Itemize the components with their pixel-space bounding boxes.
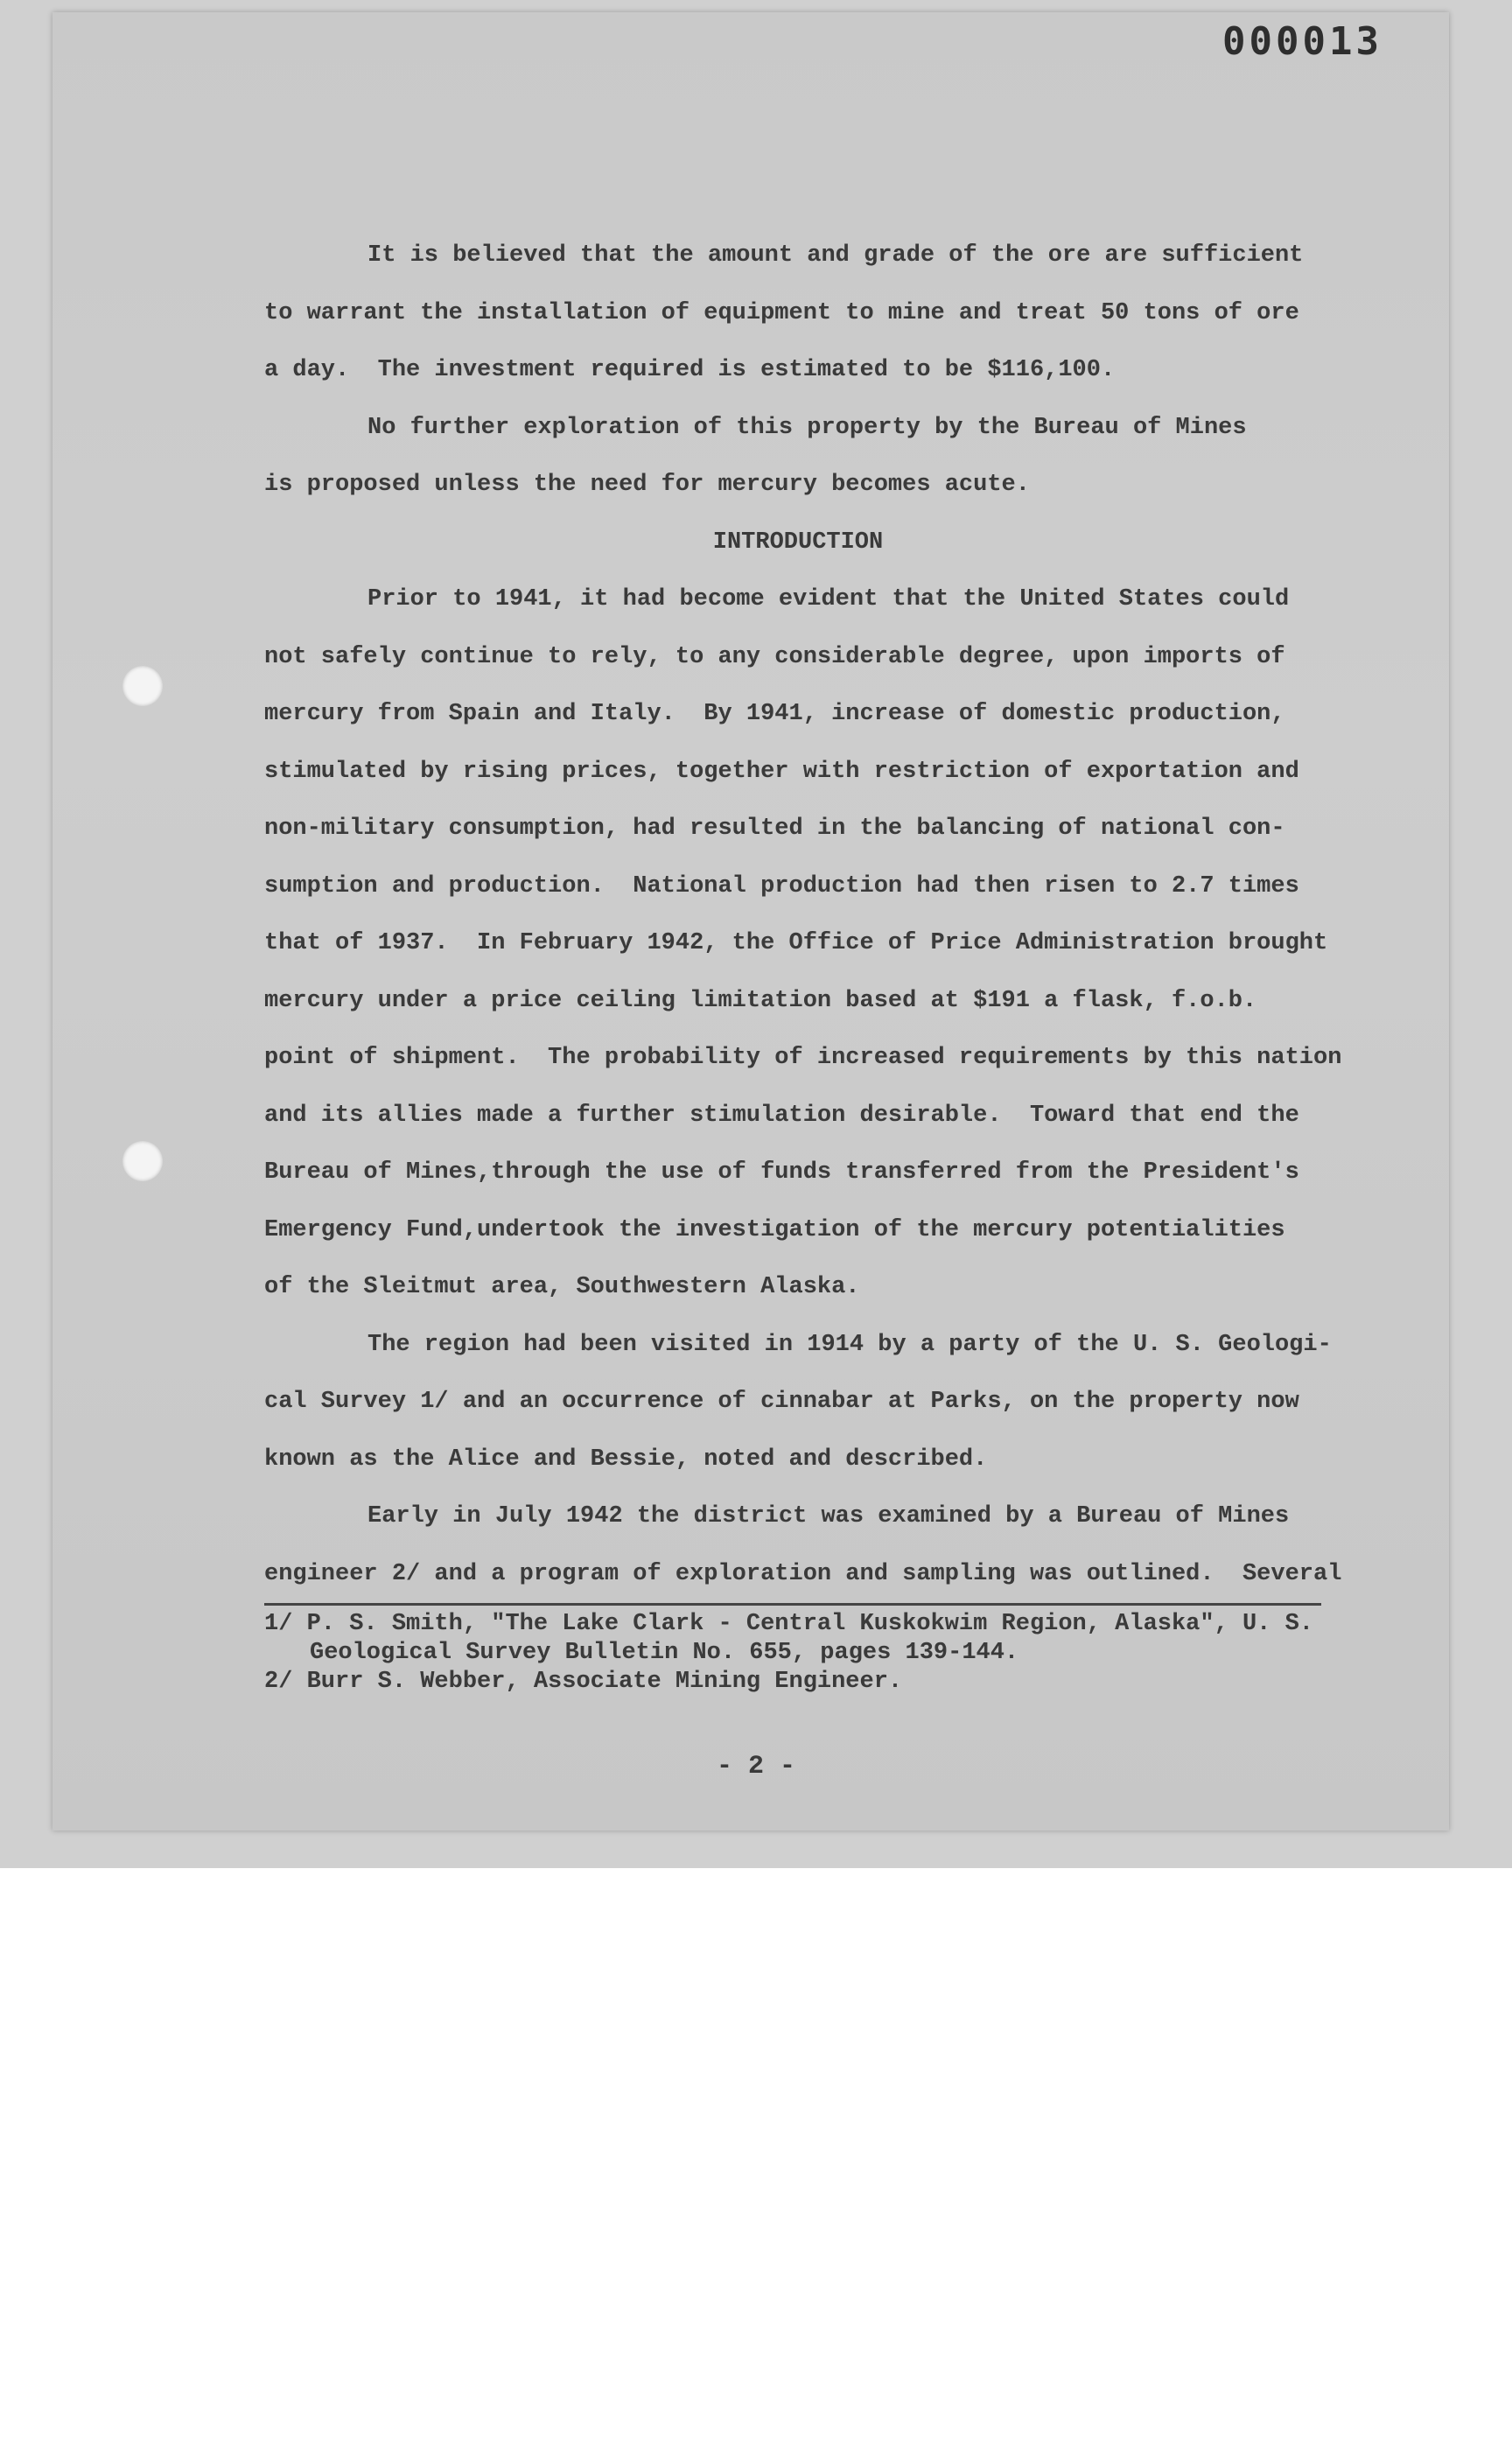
footnote-1 (264, 1610, 1419, 1639)
text-line: not safely continue to rely, to any considerable degree, upon imports of (264, 643, 1285, 670)
footnote-marker: 1/ (264, 1611, 293, 1637)
text-line: No further exploration of this property by the Bureau of Mines (368, 414, 1247, 441)
text-line: known as the Alice and Bessie, noted and described. (264, 1446, 988, 1473)
text-line: and its allies made a further stimulation desirable. Toward that end the (264, 1102, 1299, 1129)
text-line: engineer 2/ and a program of exploration and sampling was outlined. Several (264, 1560, 1342, 1587)
punch-hole-bottom (122, 1141, 163, 1181)
text-line: point of shipment. The probability of increased requirements by this nation (264, 1045, 1342, 1071)
text-line: is proposed unless the need for mercury becomes acute. (264, 472, 1030, 498)
footnote-text: P. S. Smith, "The Lake Clark - Central Kuskokwim Region, Alaska", U. S. (306, 1611, 1313, 1637)
text-line: that of 1937. In February 1942, the Office of Price Administration brought (264, 930, 1328, 956)
text-line: stimulated by rising prices, together with restriction of exportation and (264, 758, 1299, 785)
text-line: It is believed that the amount and grade of the ore are sufficient (368, 242, 1304, 269)
text-line: to warrant the installation of equipment to mine and treat 50 tons of ore (264, 299, 1299, 326)
body-text (264, 228, 1402, 1603)
page-number: - 2 - (716, 1752, 795, 1782)
footnote-divider (264, 1603, 1321, 1606)
text-line: mercury under a price ceiling limitation based at $191 a flask, f.o.b. (264, 987, 1257, 1014)
text-line: sumption and production. National production had then risen to 2.7 times (264, 872, 1299, 900)
text-line: of the Sleitmut area, Southwestern Alaska. (264, 1274, 860, 1300)
text-line: Prior to 1941, it had become evident that the United States could (368, 586, 1290, 612)
text-line: mercury from Spain and Italy. By 1941, increase of domestic production, (264, 701, 1285, 727)
punch-hole-top (122, 666, 163, 706)
text-line: The region had been visited in 1914 by a party of the U. S. Geologi- (368, 1331, 1332, 1358)
text-line: a day. The investment required is estimated to be $116,100. (264, 357, 1116, 383)
text-line: Emergency Fund,undertook the investigation of the mercury potentialities (264, 1216, 1285, 1243)
footnote-marker: 2/ (264, 1669, 293, 1695)
footnote-1-continued: Geological Survey Bulletin No. 655, pages 139-144. (310, 1640, 1019, 1666)
text-line: cal Survey 1/ and an occurrence of cinnabar at Parks, on the property now (264, 1389, 1299, 1415)
footnotes (264, 1610, 1419, 1697)
text-line: non-military consumption, had resulted in the balancing of national con- (264, 816, 1285, 842)
footnote-2 (264, 1668, 1419, 1697)
text-line: Early in July 1942 the district was examined by a Bureau of Mines (368, 1503, 1290, 1530)
section-heading: INTRODUCTION (712, 528, 884, 556)
document-number: 000013 (1222, 19, 1382, 64)
footnote-text: Burr S. Webber, Associate Mining Engineer. (306, 1669, 903, 1695)
text-line: Bureau of Mines,through the use of funds transferred from the President's (264, 1159, 1299, 1186)
